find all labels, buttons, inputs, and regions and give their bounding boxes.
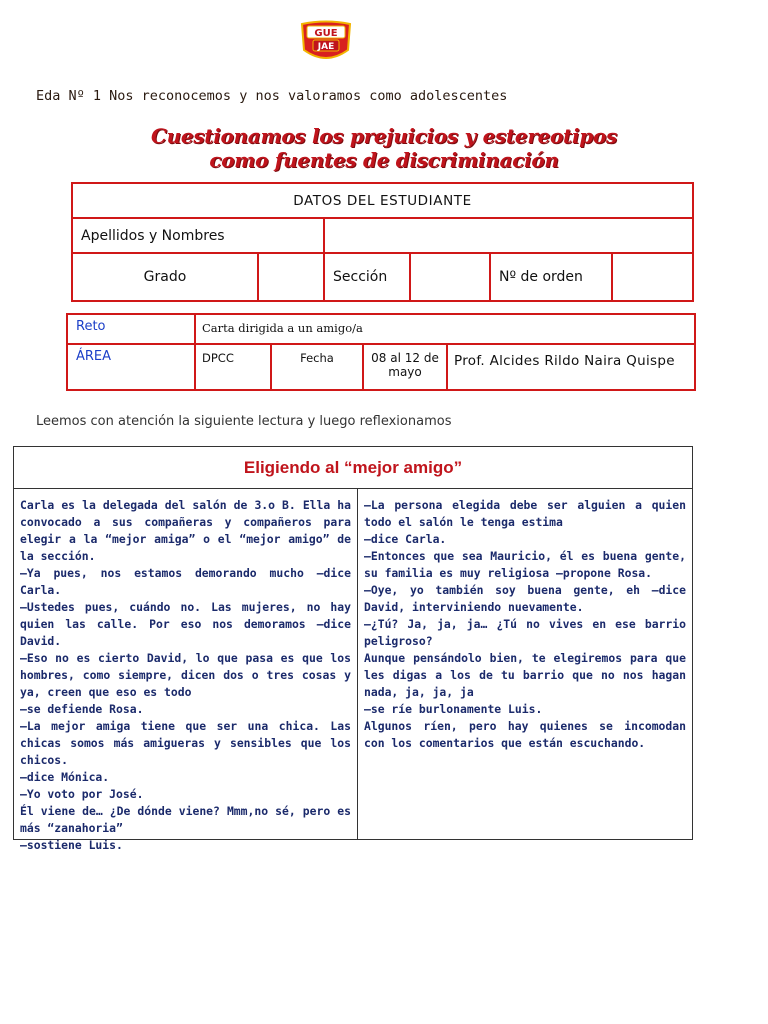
page-title-line1: Cuestionamos los prejuicios y estereotipos xyxy=(151,124,617,148)
area-value: DPCC xyxy=(195,344,271,390)
reading-paragraph: —se ríe burlonamente Luis. xyxy=(364,702,543,716)
reto-label: Reto xyxy=(67,314,195,344)
reading-paragraph: —se defiende Rosa. xyxy=(20,702,144,716)
page-title-line2: como fuentes de discriminación xyxy=(209,148,559,172)
reading-paragraph: Él viene de… ¿De dónde viene? Mmm,no sé, pero es más “zanahoria” xyxy=(20,804,351,835)
date-value: 08 al 12 de mayo xyxy=(363,344,447,390)
reading-paragraph: —¿Tú? Ja, ja, ja… ¿Tú no vives en ese barrio peligroso? xyxy=(364,617,686,648)
reto-value: Carta dirigida a un amigo/a xyxy=(195,314,695,344)
grade-field[interactable] xyxy=(258,253,324,301)
names-label: Apellidos y Nombres xyxy=(72,218,324,253)
eda-heading: Eda Nº 1 Nos reconocemos y nos valoramos como adolescentes xyxy=(36,88,508,104)
student-table-header: DATOS DEL ESTUDIANTE xyxy=(72,183,693,218)
reading-paragraph: Carla es la delegada del salón de 3.o B. Ella ha convocado a sus compañeras y compañeros para elegir a la “mejor amiga” o el “mejor amigo” de la sección. xyxy=(20,498,351,563)
reading-paragraph: —La mejor amiga tiene que ser una chica. Las chicas somos más amigueras y sensibles que los chicos. xyxy=(20,719,351,767)
reading-paragraph: —Eso no es cierto David, lo que pasa es que los hombres, como siempre, dicen dos o tres cosas y ya, creen que eso es todo xyxy=(20,651,351,699)
order-label: Nº de orden xyxy=(490,253,612,301)
svg-text:GUE: GUE xyxy=(314,28,338,39)
activity-info-table xyxy=(66,313,696,391)
date-label: Fecha xyxy=(271,344,363,390)
reading-paragraph: Aunque pensándolo bien, te elegiremos para que les digas a los de tu barrio que no nos hagan nada, ja, ja, ja xyxy=(364,651,686,699)
teacher-name: Prof. Alcides Rildo Naira Quispe xyxy=(447,344,695,390)
names-field[interactable] xyxy=(324,218,693,253)
order-field[interactable] xyxy=(612,253,693,301)
reading-paragraph: Algunos ríen, pero hay quienes se incomodan con los comentarios que están escuchando. xyxy=(364,719,686,750)
school-logo xyxy=(299,20,353,64)
reading-paragraph: —Ya pues, nos estamos demorando mucho —dice Carla. xyxy=(20,566,351,597)
reading-paragraph: —Ustedes pues, cuándo no. Las mujeres, no hay quien las calle. Por eso nos demoramos —dice David. xyxy=(20,600,351,648)
reading-paragraph: —Entonces que sea Mauricio, él es buena gente, su familia es muy religiosa —propone Rosa. xyxy=(364,549,686,580)
grade-label: Grado xyxy=(72,253,258,301)
reading-paragraph: —Yo voto por José. xyxy=(20,787,144,801)
student-data-table xyxy=(71,182,694,302)
reading-column-left xyxy=(14,489,358,852)
reading-paragraph: —dice Carla. xyxy=(364,532,447,546)
reading-paragraph: —La persona elegida debe ser alguien a quien todo el salón le tenga estima xyxy=(364,498,686,529)
section-field[interactable] xyxy=(410,253,490,301)
reading-column-right xyxy=(358,489,692,839)
area-label: ÁREA xyxy=(67,344,195,390)
reading-title: Eligiendo al “mejor amigo” xyxy=(14,447,692,489)
svg-text:JAE: JAE xyxy=(317,42,335,52)
reading-instructions: Leemos con atención la siguiente lectura y luego reflexionamos xyxy=(36,414,452,429)
reading-paragraph: —dice Mónica. xyxy=(20,770,110,784)
section-label: Sección xyxy=(324,253,410,301)
reading-paragraph: —sostiene Luis. xyxy=(20,838,123,852)
reading-paragraph: —Oye, yo también soy buena gente, eh —dice David, interviniendo nuevamente. xyxy=(364,583,686,614)
reading-box xyxy=(13,446,693,852)
